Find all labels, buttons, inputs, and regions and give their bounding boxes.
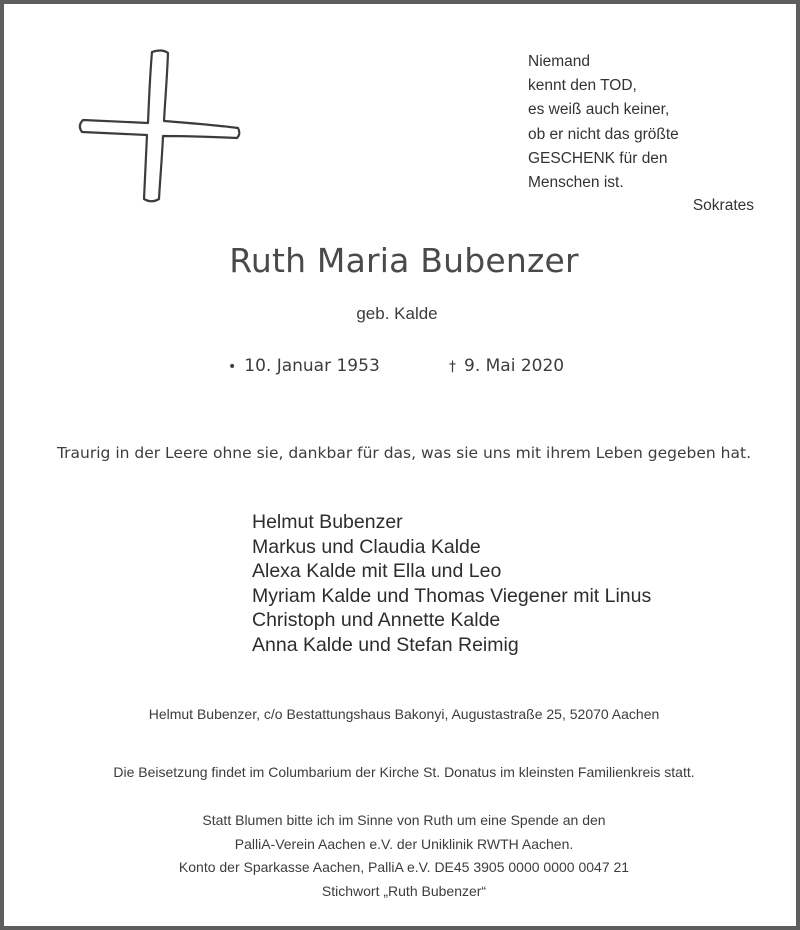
- contact-address: Helmut Bubenzer, c/o Bestattungshaus Bakonyi, Augustastraße 25, 52070 Aachen: [148, 706, 660, 722]
- burial-info: Die Beisetzung findet im Columbarium der Kirche St. Donatus im kleinsten Familienkreis statt.: [113, 764, 695, 780]
- deceased-name: Ruth Maria Bubenzer: [229, 241, 579, 280]
- quote-author: Sokrates: [692, 197, 754, 214]
- donation-line: Statt Blumen bitte ich im Sinne von Ruth um eine Spende an den: [202, 812, 606, 828]
- bullet-icon: •: [228, 359, 237, 375]
- quote-line: kennt den TOD,: [528, 77, 637, 95]
- donation-line: Stichwort „Ruth Bubenzer“: [321, 882, 487, 899]
- birth-date: 10. Januar 1953: [244, 356, 380, 376]
- mourner: Myriam Kalde und Thomas Viegener mit Linus: [252, 584, 652, 607]
- quote-line: GESCHENK für den: [528, 149, 668, 167]
- death-date-group: [449, 356, 564, 376]
- cross-icon: [74, 44, 244, 204]
- mourner: Markus und Claudia Kalde: [252, 535, 481, 558]
- death-date: 9. Mai 2020: [464, 356, 565, 376]
- donation-info: [4, 809, 800, 903]
- donation-line: PalliA-Verein Aachen e.V. der Uniklinik RWTH Aachen.: [234, 835, 574, 852]
- mourners-list: [252, 510, 651, 658]
- donation-line: Konto der Sparkasse Aachen, PalliA e.V. DE45 3905 0000 0000 0047 21: [178, 859, 630, 875]
- birth-date-group: [228, 356, 380, 376]
- quote-line: es weiß auch keiner,: [528, 101, 670, 119]
- quote-line: ob er nicht das größte: [528, 125, 679, 143]
- mourner: Helmut Bubenzer: [252, 511, 403, 533]
- dagger-icon: †: [449, 359, 456, 375]
- mourner: Christoph und Annette Kalde: [252, 609, 501, 632]
- mourner: Anna Kalde und Stefan Reimig: [252, 633, 519, 656]
- tribute-text: Traurig in der Leere ohne sie, dankbar für das, was sie uns mit ihrem Leben gegeben hat.: [56, 444, 751, 462]
- birth-name: geb. Kalde: [356, 304, 438, 323]
- quote: [528, 50, 778, 195]
- quote-line: Menschen ist.: [528, 174, 624, 192]
- quote-line: Niemand: [528, 53, 591, 70]
- mourner: Alexa Kalde mit Ella und Leo: [252, 560, 502, 583]
